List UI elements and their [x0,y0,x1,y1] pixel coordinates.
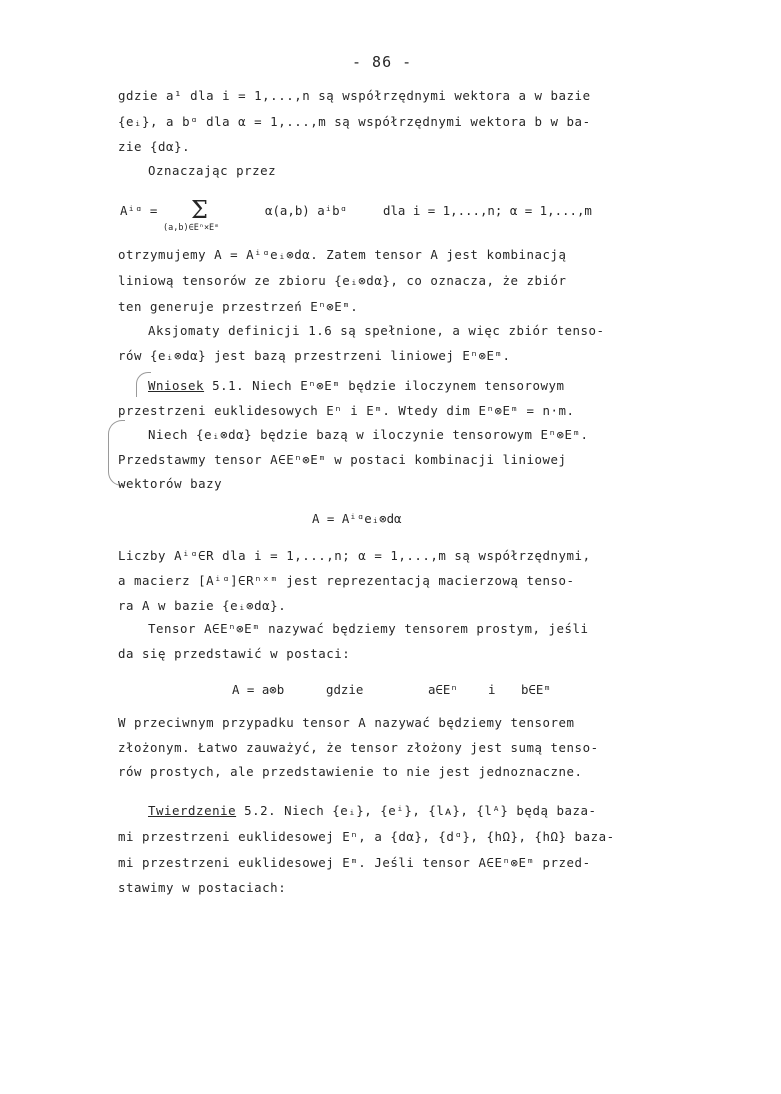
text-line: liniową tensorów ze zbioru {eᵢ⊗dα}, co oznacza, że zbiór [118,273,567,288]
summation-index: (a,b)∈Eⁿ×Eᵐ [163,223,220,233]
equation: A = Aⁱᵅeᵢ⊗dα [312,511,402,526]
text-line: mi przestrzeni euklidesowej Eⁿ, a {dα}, {dᵅ}, {hΩ}, {hΩ} baza- [118,829,615,844]
text-line: rów {eᵢ⊗dα} jest bazą przestrzeni liniowej Eⁿ⊗Eᵐ. [118,348,511,363]
text-line: Niech {eᵢ⊗dα} będzie bazą w iloczynie tensorowym Eⁿ⊗Eᵐ. [148,427,589,442]
text-line: zie {dα}. [118,139,191,154]
equation-body: α(a,b) aⁱbᵅ [265,203,348,218]
wniosek-text: 5.1. Niech Eⁿ⊗Eᵐ będzie iloczynem tensorowym [204,378,565,393]
text-line: wektorów bazy [118,476,223,491]
equation-word: gdzie [326,682,364,697]
text-line: otrzymujemy A = Aⁱᵅeᵢ⊗dα. Zatem tensor A jest kombinacją [118,247,567,262]
twierdzenie-line [148,803,597,819]
text-line: da się przedstawić w postaci: [118,646,351,661]
equation-condition: b∈Eᵐ [521,682,551,697]
text-line: ra A w bazie {eᵢ⊗dα}. [118,598,287,613]
text-line: mi przestrzeni euklidesowej Eᵐ. Jeśli tensor A∈Eⁿ⊗Eᵐ przed- [118,855,591,870]
wniosek-line [148,378,565,393]
text-line: stawimy w postaciach: [118,880,287,895]
text-line: Aksjomaty definicji 1.6 są spełnione, a więc zbiór tenso- [148,323,605,338]
text-line: złożonym. Łatwo zauważyć, że tensor złożony jest sumą tenso- [118,740,599,755]
wniosek-label: Wniosek [148,378,205,393]
equation-conjunction: i [488,682,496,697]
equation-condition: dla i = 1,...,n; α = 1,...,m [383,203,592,218]
sigma-symbol: Σ [191,196,208,224]
text-line: a macierz [Aⁱᵅ]∈Rⁿˣᵐ jest reprezentacją macierzową tenso- [118,573,575,588]
twierdzenie-label: Twierdzenie [148,803,237,818]
equation-lhs: Aⁱᵅ = [120,203,158,218]
equation-lhs: A = a⊗b [232,682,285,697]
page-number: - 86 - [352,53,413,71]
text-line: ten generuje przestrzeń Eⁿ⊗Eᵐ. [118,299,359,314]
equation-condition: a∈Eⁿ [428,682,458,697]
text-line: Przedstawmy tensor A∈Eⁿ⊗Eᵐ w postaci kombinacji liniowej [118,452,567,467]
text-line: {eᵢ}, a bᵅ dla α = 1,...,m są współrzędnymi wektora b w ba- [118,114,591,129]
text-line: przestrzeni euklidesowych Eⁿ i Eᵐ. Wtedy dim Eⁿ⊗Eᵐ = n·m. [118,403,575,418]
text-line: gdzie a¹ dla i = 1,...,n są współrzędnymi wektora a w bazie [118,88,591,103]
text-line: Tensor A∈Eⁿ⊗Eᵐ nazywać będziemy tensorem prostym, jeśli [148,621,589,636]
text-line: rów prostych, ale przedstawienie to nie jest jednoznaczne. [118,764,583,779]
text-line: Liczby Aⁱᵅ∈R dla i = 1,...,n; α = 1,...,m są współrzędnymi, [118,548,591,563]
text-line: W przeciwnym przypadku tensor A nazywać będziemy tensorem [118,715,575,730]
summation [163,196,243,238]
twierdzenie-text: 5.2. Niech {eᵢ}, {eⁱ}, {lᴀ}, {lᴬ} będą baza- [236,803,597,818]
text-line: Oznaczając przez [148,163,277,178]
